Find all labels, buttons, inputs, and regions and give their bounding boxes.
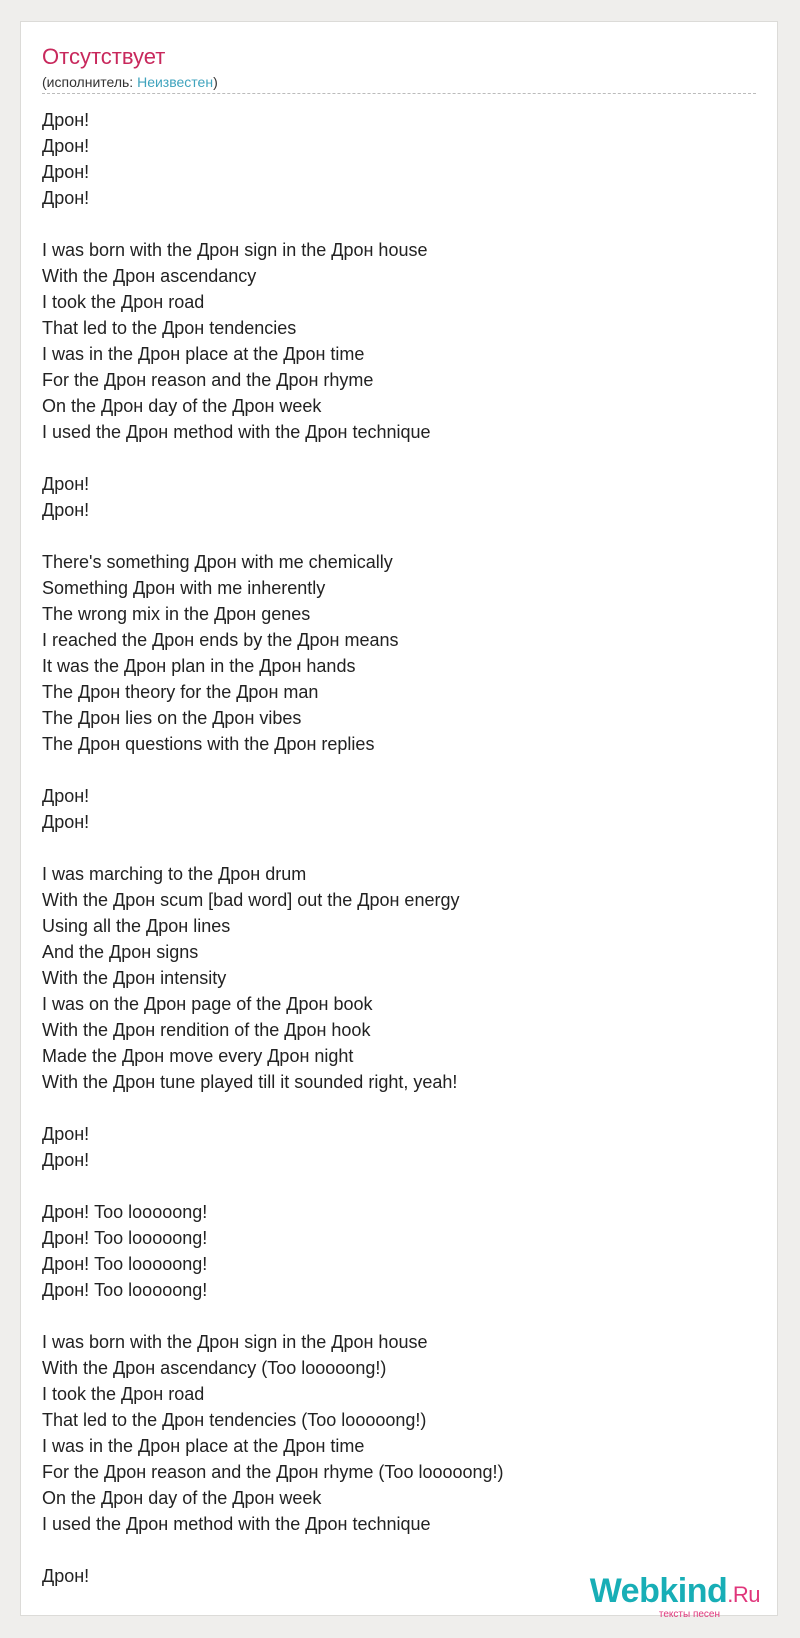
divider [42, 93, 756, 94]
logo-wordmark [590, 1574, 760, 1612]
logo-tld: .Ru [727, 1582, 760, 1607]
lyrics-card [20, 21, 778, 1616]
artist-suffix: ) [213, 74, 218, 90]
lyrics-text: Дрон! Дрон! Дрон! Дрон! I was born with the Дрон sign in the Дрон house With the Дрон ascendancy I took the Дрон road That led to the Дрон tendencies I was in the Дрон place at the Дрон time For the Дрон reason and the Дрон rhyme On the Дрон day of the Дрон week I used the Дрон method with the Дрон technique Дрон! Дрон! There's something Дрон with me chemically Something Дрон with me inherently The wrong mix in the Дрон genes I reached the Дрон ends by the Дрон means It was the Дрон plan in the Дрон hands The Дрон theory for the Дрон man The Дрон lies on the Дрон vibes The Дрон questions with the Дрон replies Дрон! Дрон! I was marching to the Дрон drum With the Дрон scum [bad word] out the Дрон energy Using all the Дрон lines And the Дрон signs With the Дрон intensity I was on the Дрон page of the Дрон book With the Дрон rendition of the Дрон hook Made the Дрон move every Дрон night With the Дрон tune played till it sounded right, yeah! Дрон! Дрон! Дрон! Too looooong! Дрон! Too looooong! Дрон! Too looooong! Дрон! Too looooong! I was born with the Дрон sign in the Дрон house With the Дрон ascendancy (Too looooong!) I took the Дрон road That led to the Дрон tendencies (Too looooong!) I was in the Дрон place at the Дрон time For the Дрон reason and the Дрон rhyme (Too looooong!) On the Дрон day of the Дрон week I used the Дрон method with the Дрон technique Дрон! [42, 110, 504, 1586]
artist-line [42, 73, 218, 91]
artist-prefix: (исполнитель: [42, 74, 138, 90]
logo-name: Webkind [589, 1572, 728, 1610]
logo-tagline: тексты песен [658, 1609, 720, 1620]
song-title: Отсутствует [42, 44, 166, 69]
artist-link[interactable]: Неизвестен [137, 74, 214, 90]
site-logo[interactable] [590, 1574, 760, 1620]
